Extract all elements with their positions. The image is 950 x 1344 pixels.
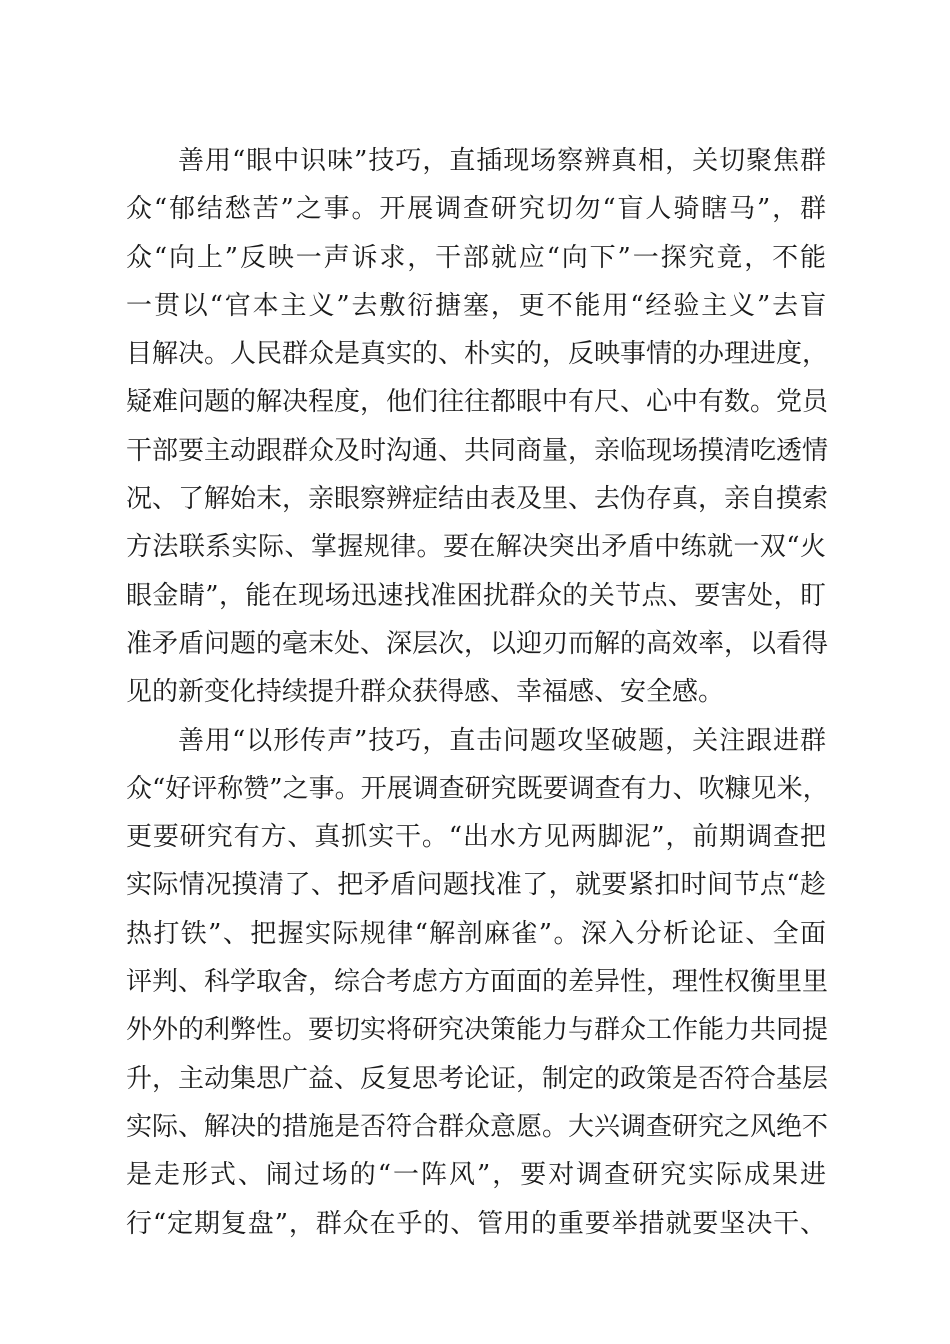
text-line: 热打铁”、把握实际规律“解剖麻雀”。深入分析论证、全面 — [126, 918, 826, 949]
text-line: 外外的利弊性。要切实将研究决策能力与群众工作能力共同提 — [126, 1015, 829, 1046]
paragraph — [126, 137, 829, 717]
text-line: 评判、科学取舍，综合考虑方方面面的差异性，理性权衡里里 — [126, 967, 829, 998]
text-line: 升，主动集思广益、反复思考论证，制定的政策是否符合基层 — [126, 1063, 829, 1094]
text-line: 是走形式、闹过场的“一阵风”，要对调查研究实际成果进 — [126, 1160, 826, 1191]
text-line: 目解决。人民群众是真实的、朴实的，反映事情的办理进度， — [126, 339, 829, 370]
text-line: 疑难问题的解决程度，他们往往都眼中有尺、心中有数。党员 — [126, 387, 829, 418]
text-line: 更要研究有方、真抓实干。“出水方见两脚泥”，前期调查把 — [126, 822, 826, 853]
text-line: 众“向上”反映一声诉求，干部就应“向下”一探究竟，不能 — [126, 242, 826, 273]
text-line: 善用“以形传声”技巧，直击问题攻坚破题，关注跟进群 — [178, 725, 826, 756]
text-line: 干部要主动跟群众及时沟通、共同商量，亲临现场摸清吃透情 — [126, 435, 829, 466]
text-line: 众“郁结愁苦”之事。开展调查研究切勿“盲人骑瞎马”，群 — [126, 194, 826, 225]
text-line: 见的新变化持续提升群众获得感、幸福感、安全感。 — [126, 677, 725, 708]
text-line: 准矛盾问题的毫末处、深层次，以迎刃而解的高效率，以看得 — [126, 628, 829, 659]
text-line: 众“好评称赞”之事。开展调查研究既要调查有力、吹糠见米， — [126, 773, 829, 804]
text-line: 方法联系实际、掌握规律。要在解决突出矛盾中练就一双“火 — [126, 532, 826, 563]
text-line: 实际情况摸清了、把矛盾问题找准了，就要紧扣时间节点“趁 — [126, 870, 826, 901]
body-text — [126, 137, 829, 1248]
text-line: 一贯以“官本主义”去敷衍搪塞，更不能用“经验主义”去盲 — [126, 290, 826, 321]
text-line: 善用“眼中识味”技巧，直插现场察辨真相，关切聚焦群 — [178, 146, 826, 176]
text-line: 行“定期复盘”，群众在乎的、管用的重要举措就要坚决干、 — [126, 1208, 826, 1239]
text-line: 实际、解决的措施是否符合群众意愿。大兴调查研究之风绝不 — [126, 1111, 829, 1142]
paragraph — [126, 717, 829, 1248]
text-line: 眼金睛”，能在现场迅速找准困扰群众的关节点、要害处，盯 — [126, 580, 826, 611]
text-line: 况、了解始末，亲眼察辨症结由表及里、去伪存真，亲自摸索 — [126, 484, 829, 515]
